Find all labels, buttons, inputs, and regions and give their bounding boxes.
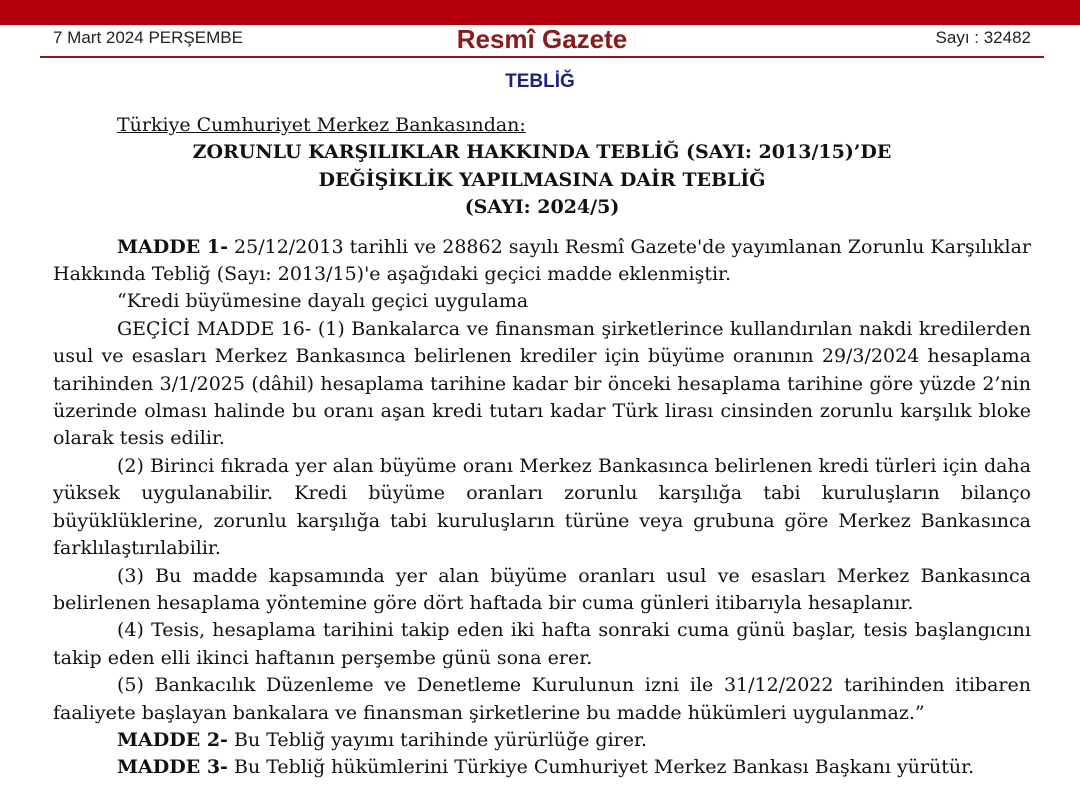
gazette-title: Resmî Gazete (456, 24, 628, 54)
document-title-line-3: (SAYI: 2024/5) (464, 196, 620, 219)
article-3 (53, 754, 1031, 781)
document-body (53, 112, 1031, 782)
top-color-bar (0, 0, 1080, 25)
document-title (53, 139, 1031, 221)
article-text: (2) Birinci fıkrada yer alan büyüme oranı Merkez Bankasınca belirlenen kredi türleri için daha yüksek uygulanabilir. Kredi büyüme oranları zorunlu karşılığa tabi kuruluşların bilanço büyüklüklerine, zorunlu karşılığa tabi kuruluşların türüne veya grubuna göre Merkez Bankasınca farklılaştırılabilir. (53, 454, 1031, 560)
article-text: Bu Tebliğ yayımı tarihinde yürürlüğe girer. (227, 728, 648, 751)
provisional-article-16-para-3 (53, 563, 1031, 618)
article-1 (53, 234, 1031, 289)
provisional-article-16-para-1 (53, 316, 1031, 453)
issue-date: 7 Mart 2024 PERŞEMBE (53, 28, 243, 47)
article-text: (4) Tesis, hesaplama tarihini takip eden iki hafta sonraki cuma günü başlar, tesis başlangıcını takip eden elli ikinci haftanın perşembe günü sona erer. (53, 619, 1031, 669)
spacer (53, 222, 1031, 234)
article-text: GEÇİCİ MADDE 16- (1) Bankalarca ve finansman şirketlerince kullandırılan nakdi kredilerden usul ve esasları Merkez Bankasınca belirlenen krediler için büyüme oranının 29/3/2024 hesaplama tarihinden 3/1/2025 (dâhil) hesaplama tarihine kadar bir önceki hesaplama tarihine göre yüzde 2’nin üzerinde olması halinde bu oranı aşan kredi tutarı kadar Türk lirası cinsinden zorunlu karşılık bloke olarak tesis edilir. (53, 317, 1031, 450)
provisional-article-16-para-2 (53, 453, 1031, 563)
article-label: MADDE 3- (117, 756, 228, 779)
header-divider (40, 56, 1044, 58)
document-title-line-1: ZORUNLU KARŞILIKLAR HAKKINDA TEBLİĞ (SAYI: 2013/15)’DE (192, 141, 892, 164)
issuer-line: Türkiye Cumhuriyet Merkez Bankasından: (117, 114, 526, 136)
gazette-header (40, 25, 1044, 56)
article-2 (53, 727, 1031, 754)
section-title: TEBLİĞ (505, 71, 575, 92)
article-text: Bu Tebliğ hükümlerini Türkiye Cumhuriyet Merkez Bankası Başkanı yürütür. (227, 756, 975, 779)
provisional-article-16-para-4 (53, 617, 1031, 672)
article-label: MADDE 1- (117, 235, 228, 258)
article-text: 25/12/2013 tarihli ve 28862 sayılı Resmî Gazete'de yayımlanan Zorunlu Karşılıklar Hakkında Tebliğ (Sayı: 2013/15)'e aşağıdaki geçici madde eklenmiştir. (53, 235, 1031, 286)
article-text: “Kredi büyümesine dayalı geçici uygulama (117, 290, 529, 313)
provisional-article-16-para-5 (53, 672, 1031, 727)
article-text: (5) Bankacılık Düzenleme ve Denetleme Kurulunun izni ile 31/12/2022 tarihinden itibaren faaliyete başlayan bankalara ve finansman şirketlerine bu madde hükümleri uygulanmaz.” (53, 674, 1031, 724)
document-title-line-2: DEĞİŞİKLİK YAPILMASINA DAİR TEBLİĞ (318, 168, 766, 191)
provisional-heading (53, 288, 1031, 315)
article-text: (3) Bu madde kapsamında yer alan büyüme oranları usul ve esasları Merkez Bankasınca belirlenen hesaplama yöntemine göre dört haftada bir cuma günleri itibarıyla hesaplanır. (53, 564, 1031, 614)
issue-number: Sayı : 32482 (935, 28, 1031, 47)
article-label: MADDE 2- (117, 728, 228, 751)
